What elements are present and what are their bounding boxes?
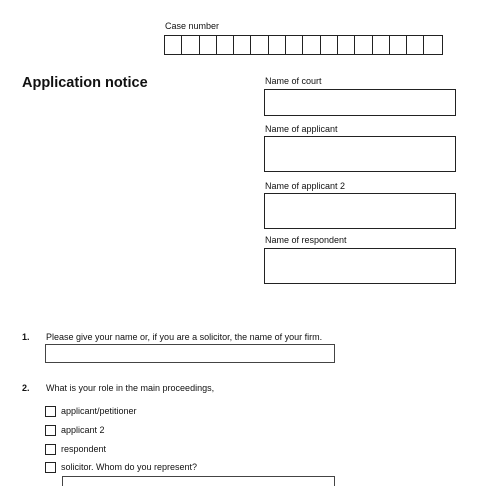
checkbox[interactable] bbox=[45, 462, 56, 473]
question-1-text: Please give your name or, if you are a solicitor, the name of your firm. bbox=[46, 332, 323, 342]
case-number-cell[interactable] bbox=[321, 36, 338, 54]
case-number-cell[interactable] bbox=[338, 36, 355, 54]
case-number-cell[interactable] bbox=[355, 36, 372, 54]
case-number-cell[interactable] bbox=[251, 36, 268, 54]
applicant-name-label: Name of applicant bbox=[265, 124, 338, 134]
option-label: applicant/petitioner bbox=[61, 406, 137, 416]
case-number-cell[interactable] bbox=[200, 36, 217, 54]
case-number-cell[interactable] bbox=[182, 36, 199, 54]
checkbox[interactable] bbox=[45, 444, 56, 455]
option-solicitor[interactable] bbox=[45, 462, 197, 473]
question-2-number: 2. bbox=[22, 383, 30, 393]
checkbox[interactable] bbox=[45, 425, 56, 436]
case-number-cell[interactable] bbox=[217, 36, 234, 54]
option-label: applicant 2 bbox=[61, 425, 105, 435]
case-number-cell[interactable] bbox=[407, 36, 424, 54]
checkbox[interactable] bbox=[45, 406, 56, 417]
option-label: respondent bbox=[61, 444, 107, 454]
case-number-label: Case number bbox=[165, 21, 220, 31]
case-number-cell[interactable] bbox=[165, 36, 182, 54]
case-number-cell[interactable] bbox=[373, 36, 390, 54]
case-number-input[interactable] bbox=[164, 35, 443, 55]
represented-party-field[interactable] bbox=[62, 476, 335, 486]
applicant2-name-field[interactable] bbox=[264, 193, 456, 229]
option-label: solicitor. Whom do you represent? bbox=[61, 462, 198, 472]
option-applicant-2[interactable] bbox=[45, 425, 105, 436]
respondent-name-field[interactable] bbox=[264, 248, 456, 284]
question-2-text: What is your role in the main proceedings, bbox=[46, 383, 215, 393]
case-number-cell[interactable] bbox=[286, 36, 303, 54]
page-title: Application notice bbox=[22, 75, 148, 91]
option-respondent[interactable] bbox=[45, 444, 106, 455]
case-number-cell[interactable] bbox=[390, 36, 407, 54]
case-number-cell[interactable] bbox=[303, 36, 320, 54]
applicant2-name-label: Name of applicant 2 bbox=[265, 181, 346, 191]
applicant-name-field[interactable] bbox=[264, 136, 456, 172]
court-name-label: Name of court bbox=[265, 76, 322, 86]
case-number-cell[interactable] bbox=[424, 36, 441, 54]
court-name-field[interactable] bbox=[264, 89, 456, 116]
case-number-cell[interactable] bbox=[269, 36, 286, 54]
name-or-firm-field[interactable] bbox=[45, 344, 335, 363]
option-applicant-petitioner[interactable] bbox=[45, 406, 137, 417]
question-1-number: 1. bbox=[22, 332, 30, 342]
case-number-cell[interactable] bbox=[234, 36, 251, 54]
respondent-name-label: Name of respondent bbox=[265, 235, 347, 245]
